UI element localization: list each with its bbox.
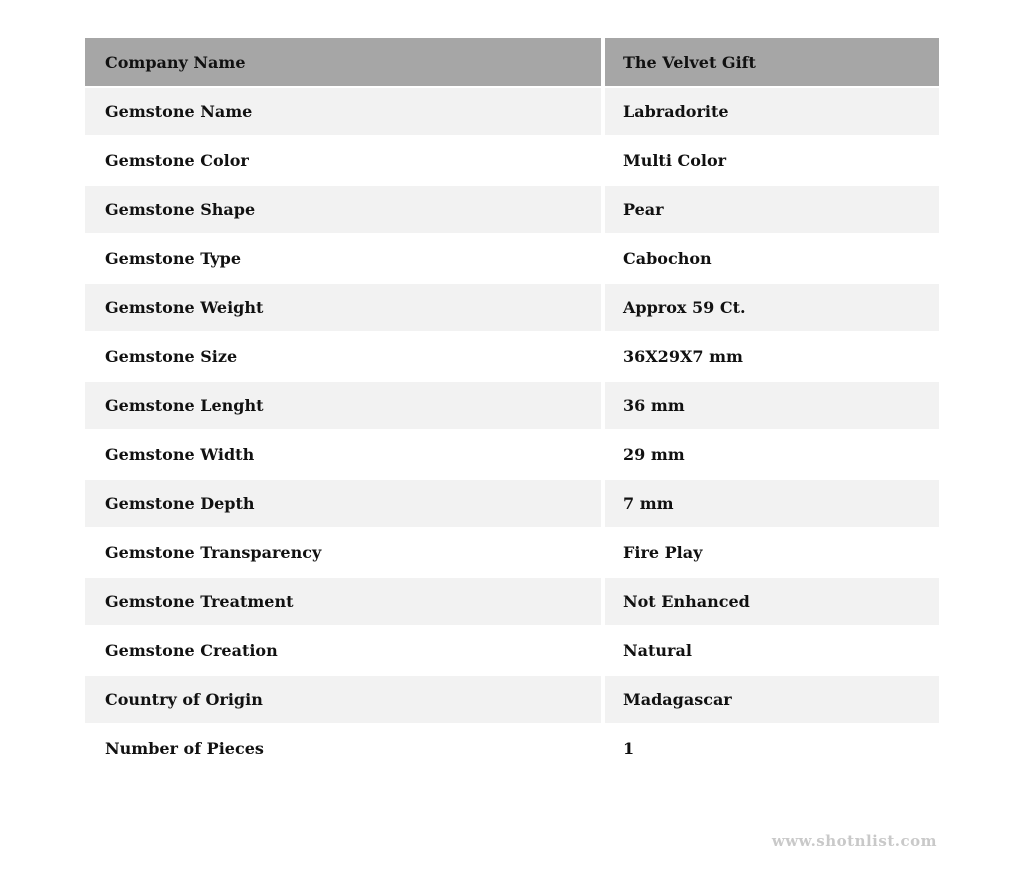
table-row (85, 676, 939, 725)
row-label: Gemstone Treatment (85, 578, 601, 627)
row-label: Number of Pieces (85, 725, 601, 774)
table-header-row (85, 38, 939, 88)
row-label: Gemstone Width (85, 431, 601, 480)
row-value: Madagascar (601, 676, 939, 725)
table-row (85, 725, 939, 774)
row-label: Gemstone Transparency (85, 529, 601, 578)
row-label: Gemstone Name (85, 88, 601, 137)
row-label: Gemstone Color (85, 137, 601, 186)
row-label: Gemstone Creation (85, 627, 601, 676)
table-row (85, 284, 939, 333)
table-row (85, 88, 939, 137)
header-label: Company Name (85, 38, 601, 88)
row-value: Approx 59 Ct. (601, 284, 939, 333)
row-label: Gemstone Shape (85, 186, 601, 235)
table-row (85, 333, 939, 382)
table-row (85, 578, 939, 627)
row-label: Gemstone Depth (85, 480, 601, 529)
table-row (85, 382, 939, 431)
row-value: Labradorite (601, 88, 939, 137)
row-value: Natural (601, 627, 939, 676)
row-value: Pear (601, 186, 939, 235)
table-row (85, 627, 939, 676)
table-row (85, 137, 939, 186)
table-row (85, 480, 939, 529)
row-value: 7 mm (601, 480, 939, 529)
row-value: 1 (601, 725, 939, 774)
row-label: Gemstone Size (85, 333, 601, 382)
row-value: 29 mm (601, 431, 939, 480)
table-row (85, 431, 939, 480)
row-value: Cabochon (601, 235, 939, 284)
row-value: 36 mm (601, 382, 939, 431)
row-value: Not Enhanced (601, 578, 939, 627)
table-row (85, 186, 939, 235)
header-value: The Velvet Gift (601, 38, 939, 88)
watermark-text: www.shotnlist.com (771, 832, 937, 850)
row-value: Multi Color (601, 137, 939, 186)
table-row (85, 235, 939, 284)
table-row (85, 529, 939, 578)
gemstone-spec-table (85, 38, 939, 774)
row-value: Fire Play (601, 529, 939, 578)
row-value: 36X29X7 mm (601, 333, 939, 382)
row-label: Gemstone Type (85, 235, 601, 284)
row-label: Gemstone Weight (85, 284, 601, 333)
row-label: Gemstone Lenght (85, 382, 601, 431)
row-label: Country of Origin (85, 676, 601, 725)
